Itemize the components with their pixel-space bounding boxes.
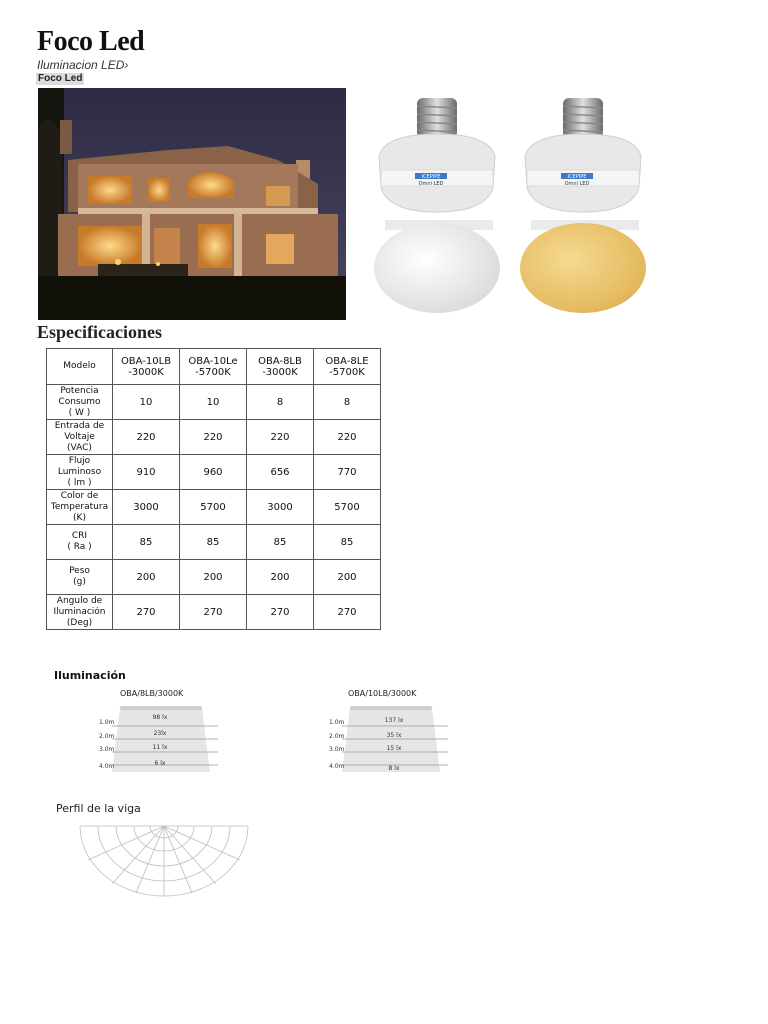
specs-table bbox=[46, 348, 381, 630]
d1-dist-3: 4.0m bbox=[99, 763, 115, 770]
category-tag: Foco Led bbox=[38, 73, 83, 84]
d1-lux-2: 11 lx bbox=[152, 744, 168, 751]
illumination-title: Iluminación bbox=[54, 669, 126, 682]
row-value: 270 bbox=[247, 595, 314, 630]
table-header-row bbox=[47, 349, 381, 385]
diagram2-title: OBA/10LB/3000K bbox=[348, 689, 417, 698]
bulb2-brand: ICEPIPE bbox=[567, 174, 587, 180]
row-value: 5700 bbox=[314, 490, 381, 525]
row-value: 910 bbox=[113, 455, 180, 490]
row-value: 200 bbox=[180, 560, 247, 595]
d1-lux-1: 23lx bbox=[153, 730, 167, 737]
row-value: 770 bbox=[314, 455, 381, 490]
table-row bbox=[47, 595, 381, 630]
row-value: 220 bbox=[113, 420, 180, 455]
row-value: 656 bbox=[247, 455, 314, 490]
table-row bbox=[47, 560, 381, 595]
row-value: 85 bbox=[314, 525, 381, 560]
d1-lux-0: 98 lx bbox=[152, 714, 168, 721]
row-value: 85 bbox=[113, 525, 180, 560]
header-model-3: OBA-8LE -5700K bbox=[314, 349, 381, 385]
warm-bulb bbox=[520, 98, 646, 313]
row-value: 270 bbox=[180, 595, 247, 630]
bulb2-product: Omni LED bbox=[564, 181, 590, 187]
beam-profile-title: Perfil de la viga bbox=[56, 802, 141, 815]
row-value: 10 bbox=[180, 385, 247, 420]
d1-dist-1: 2.0m bbox=[99, 733, 115, 740]
bulb-images bbox=[365, 92, 655, 314]
header-model-0: OBA-10LB -3000K bbox=[113, 349, 180, 385]
d2-dist-0: 1.0m bbox=[329, 719, 345, 726]
row-label: Angulo de Iluminación (Deg) bbox=[47, 595, 113, 630]
table-row bbox=[47, 385, 381, 420]
row-label: Potencia Consumo ( W ) bbox=[47, 385, 113, 420]
d2-lux-2: 15 lx bbox=[386, 745, 402, 752]
bulb1-brand: ICEPIPE bbox=[421, 174, 441, 180]
page-title: Foco Led bbox=[37, 26, 145, 57]
table-row bbox=[47, 455, 381, 490]
bulb1-product: Omni LED bbox=[418, 181, 444, 187]
row-label: Peso (g) bbox=[47, 560, 113, 595]
header-model-1: OBA-10Le -5700K bbox=[180, 349, 247, 385]
house-night-photo bbox=[38, 88, 346, 320]
row-label: Flujo Luminoso ( lm ) bbox=[47, 455, 113, 490]
page-subtitle: Iluminacion LED› bbox=[37, 58, 129, 72]
row-value: 270 bbox=[314, 595, 381, 630]
row-value: 5700 bbox=[180, 490, 247, 525]
table-row bbox=[47, 525, 381, 560]
row-value: 85 bbox=[180, 525, 247, 560]
row-value: 220 bbox=[247, 420, 314, 455]
d2-dist-1: 2.0m bbox=[329, 733, 345, 740]
d2-dist-3: 4.0m bbox=[329, 763, 345, 770]
d1-lux-3: 6 lx bbox=[154, 760, 166, 767]
row-value: 220 bbox=[180, 420, 247, 455]
bulb-illustration bbox=[365, 92, 655, 314]
illumination-diagram-1 bbox=[96, 702, 226, 776]
illumination-diagram-2 bbox=[326, 702, 456, 776]
beam-profile-diagram bbox=[74, 822, 254, 898]
specs-title: Especificaciones bbox=[37, 322, 162, 342]
d2-dist-2: 3.0m bbox=[329, 746, 345, 753]
d2-lux-3: 8 lx bbox=[388, 765, 400, 772]
row-value: 270 bbox=[113, 595, 180, 630]
row-value: 10 bbox=[113, 385, 180, 420]
house-illustration bbox=[38, 88, 346, 320]
row-value: 200 bbox=[113, 560, 180, 595]
d2-lux-0: 137 lx bbox=[384, 717, 404, 724]
row-label: CRI ( Ra ) bbox=[47, 525, 113, 560]
table-row bbox=[47, 490, 381, 525]
row-value: 3000 bbox=[113, 490, 180, 525]
row-value: 200 bbox=[314, 560, 381, 595]
row-value: 8 bbox=[247, 385, 314, 420]
header-model-label: Modelo bbox=[47, 349, 113, 385]
white-bulb bbox=[374, 98, 500, 313]
table-row bbox=[47, 420, 381, 455]
d2-lux-1: 35 lx bbox=[386, 732, 402, 739]
header-model-2: OBA-8LB -3000K bbox=[247, 349, 314, 385]
row-value: 220 bbox=[314, 420, 381, 455]
row-value: 8 bbox=[314, 385, 381, 420]
d1-dist-2: 3.0m bbox=[99, 746, 115, 753]
row-label: Color de Temperatura (K) bbox=[47, 490, 113, 525]
row-value: 960 bbox=[180, 455, 247, 490]
diagram1-title: OBA/8LB/3000K bbox=[120, 689, 184, 698]
row-label: Entrada de Voltaje (VAC) bbox=[47, 420, 113, 455]
row-value: 200 bbox=[247, 560, 314, 595]
d1-dist-0: 1.0m bbox=[99, 719, 115, 726]
row-value: 3000 bbox=[247, 490, 314, 525]
row-value: 85 bbox=[247, 525, 314, 560]
